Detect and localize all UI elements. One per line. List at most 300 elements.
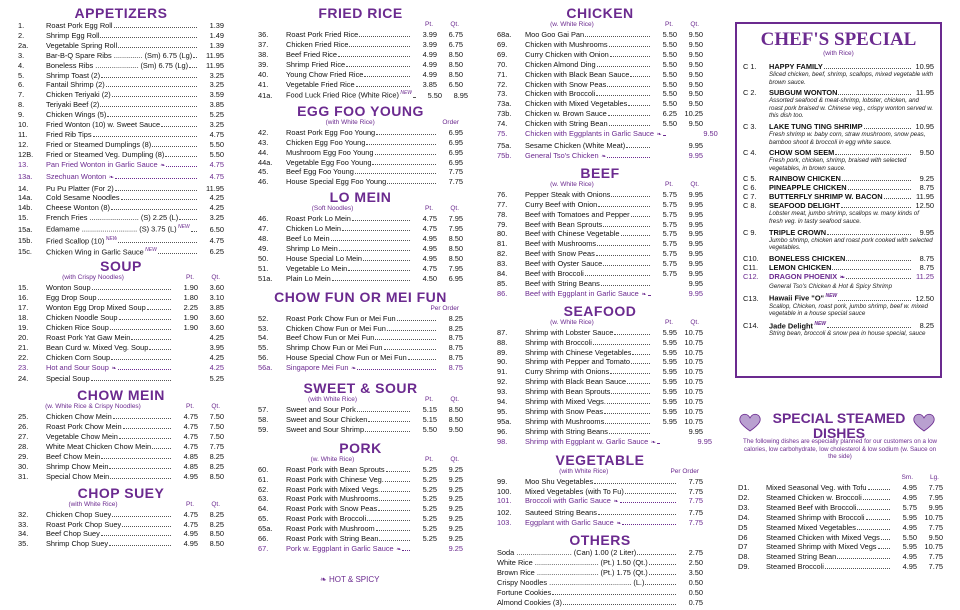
item-number: 70. [497, 59, 508, 69]
chili-icon: ❧ [611, 499, 619, 506]
item-name: Steamed Mixed Vegetables [766, 522, 856, 532]
item-name: Eggplant with Garlic Sauce ❧ [525, 518, 622, 528]
price-small: 5.50 [422, 424, 437, 434]
menu-item [497, 99, 703, 109]
dot-leader [115, 178, 197, 179]
price-large: 8.50 [448, 234, 463, 244]
menu-item [258, 494, 463, 504]
pint-header: Pt. [425, 396, 433, 404]
price-small: 5.25 [422, 534, 437, 544]
dot-leader [884, 198, 911, 199]
item-number: 61. [258, 474, 269, 484]
price-large: 9.50 [688, 69, 703, 79]
dot-leader [110, 329, 171, 330]
item-name: Beef with Bean Sprouts [525, 219, 603, 229]
price: 9.50 [919, 148, 934, 158]
dot-leader [107, 116, 197, 117]
item-number: 90. [497, 357, 508, 367]
price-large: 4.25 [209, 332, 224, 342]
menu-item [18, 160, 224, 172]
item-name: Beef Lo Mein [286, 234, 330, 244]
menu-item [497, 210, 703, 220]
item-number: 3. [18, 50, 25, 60]
price-small: 5.25 [422, 494, 437, 504]
large-header: Lg. [929, 474, 939, 481]
chili-icon: ❧ [107, 174, 114, 181]
dot-leader [842, 180, 911, 181]
item-number: 73. [497, 89, 508, 99]
item-name: Roast Pork Egg Roll [46, 21, 113, 30]
appetizers-section [18, 6, 224, 257]
price-large: 9.95 [688, 209, 703, 219]
pint-header: Pt. [186, 274, 194, 282]
item-number: 81. [497, 239, 508, 249]
dot-leader [607, 86, 650, 87]
section-title: PORK [339, 439, 382, 456]
item-number: 96. [497, 426, 508, 436]
dot-leader [607, 157, 650, 158]
item-number: 48. [258, 234, 269, 244]
pint-header: Pt. [425, 21, 433, 28]
item-name: Almond Cookies (3) [497, 597, 562, 607]
item-name: Roast Pork with Bean Sprouts [286, 464, 385, 474]
item-name: Steamed Broccoli [766, 562, 824, 572]
section-subtitle: (with White Rice) [307, 396, 358, 404]
item-number: 63. [258, 494, 269, 504]
item-name: Plain Lo Mein [286, 273, 331, 283]
section-subtitle: (w. White Rice) [550, 180, 594, 188]
section-subtitle-row [258, 205, 459, 213]
item-name: Shrimp Lo Mein [286, 243, 338, 253]
menu-item [18, 422, 224, 432]
pint-header: Pt. [665, 318, 673, 326]
price-large: 10.75 [684, 347, 703, 357]
price-large: 9.25 [448, 494, 463, 504]
item-number: D9. [738, 562, 750, 572]
price-large: 9.95 [688, 140, 703, 150]
item-name: White Rice ............................... (Pt.) 1.50 (Qt.) [497, 558, 648, 568]
menu-item [497, 548, 703, 558]
chili-icon: ❧ [320, 575, 327, 584]
price-large: 10.75 [684, 327, 703, 337]
price-small: 5.75 [662, 259, 677, 269]
section-title: SOUP [100, 258, 142, 275]
price-small: 5.50 [662, 79, 677, 89]
menu-item [18, 223, 224, 234]
new-badge: NEW [812, 320, 827, 327]
menu-item [258, 274, 463, 284]
price-large: 6.95 [448, 273, 463, 283]
quart-header: Qt. [690, 180, 699, 188]
menu-item [18, 283, 224, 293]
price-small: 5.75 [662, 199, 677, 209]
menu-item [18, 432, 224, 442]
price: 6.95 [448, 137, 463, 147]
item-number: 80. [497, 229, 508, 239]
price-large: 10.25 [684, 109, 703, 119]
item-number: 1. [18, 21, 25, 30]
item-number: 62. [258, 484, 269, 494]
dot-leader [149, 349, 171, 350]
menu-item [497, 190, 703, 200]
item-name: House Special Chow Fun or Mei Fun [286, 353, 407, 363]
item-name: Beef with String Beans [525, 278, 600, 288]
price: 6.95 [448, 147, 463, 157]
price-large: 7.50 [209, 422, 224, 432]
item-number: 83. [497, 259, 508, 269]
item-number: 86. [497, 288, 508, 298]
dot-leader [878, 548, 891, 549]
price-large: 10.75 [684, 377, 703, 387]
chili-icon: ❧ [394, 547, 402, 553]
dot-leader [364, 76, 410, 77]
chefs-special-list [743, 62, 934, 338]
menu-item [497, 487, 703, 497]
price-large: 9.50 [688, 79, 703, 89]
price-large: 8.50 [448, 243, 463, 253]
item-name: TRIPLE CROWN [769, 227, 827, 237]
item-number: 72. [497, 79, 508, 89]
dot-leader [355, 173, 436, 174]
item-number: 51a. [258, 273, 273, 283]
price-large: 9.50 [688, 39, 703, 49]
item-number: 68a. [497, 30, 512, 39]
chili-icon: ❧ [599, 153, 607, 160]
dot-leader [838, 300, 911, 301]
quart-header: Qt. [690, 21, 699, 28]
item-name: PINEAPPLE CHICKEN [769, 183, 847, 193]
item-name: Cold Sesame Noodles [46, 193, 120, 203]
item-number: 21. [18, 342, 29, 352]
item-number: 15a. [18, 224, 33, 234]
dot-leader [109, 468, 171, 469]
price-small: 5.75 [902, 502, 917, 512]
pint-header: Pt. [425, 455, 433, 463]
menu-item [258, 524, 463, 534]
price: 11.95 [206, 183, 224, 193]
price-large: 9.95 [688, 259, 703, 269]
dot-leader [824, 68, 911, 69]
new-badge: NEW [398, 90, 413, 97]
dot-leader [598, 514, 676, 515]
item-name: Chicken with Snow Peas [525, 79, 607, 89]
item-number: C 5. [743, 174, 757, 184]
menu-item [18, 80, 224, 90]
menu-item [18, 313, 224, 323]
price: 11.95 [916, 88, 934, 98]
dot-leader [608, 115, 650, 116]
item-name: Mushroom Egg Foo Young [286, 147, 374, 157]
column-3 [497, 5, 718, 608]
item-name: Chicken Noodle Soup [46, 312, 118, 322]
dot-leader [110, 478, 171, 479]
item-name: Special Soup [46, 374, 90, 384]
item-name: Chicken Teriyaki (2) [46, 90, 111, 100]
item-description: Scallop, Chicken, roast pork, jumbo shrimp, beef w. mixed vegetable in a house special sauce [769, 302, 928, 318]
price: 8.75 [448, 343, 463, 353]
item-number: 15. [18, 283, 29, 293]
menu-item [258, 425, 463, 435]
dot-leader [663, 135, 665, 136]
seafood-section [497, 302, 712, 449]
menu-item [18, 539, 224, 549]
new-badge: NEW [104, 235, 118, 242]
price: 3.25 [209, 80, 224, 90]
menu-item [258, 60, 463, 70]
dot-leader [112, 516, 171, 517]
price: 7.75 [448, 167, 463, 177]
item-number: 55. [258, 343, 269, 353]
section-title: CHOP SUEY [77, 484, 165, 501]
price-small: 5.75 [662, 189, 677, 199]
item-name: Bean Curd w. Mixed Veg. Soup [46, 342, 149, 352]
item-number: 66. [258, 534, 269, 544]
price: 3.25 [209, 213, 224, 223]
item-number: 23. [18, 362, 29, 372]
menu-item [258, 254, 463, 264]
item-number: C 8. [743, 201, 757, 211]
menu-item [18, 184, 224, 194]
dot-leader [366, 144, 436, 145]
price-small: 5.75 [662, 239, 677, 249]
price: 9.95 [919, 227, 934, 237]
item-number: 75. [497, 129, 508, 139]
price-small: 5.75 [662, 219, 677, 229]
item-number: 88. [497, 337, 508, 347]
item-number: 39. [258, 59, 269, 69]
menu-item [18, 90, 224, 100]
price-large: 10.75 [684, 337, 703, 347]
item-number: 6. [18, 80, 25, 90]
item-name: Chicken Wing in Garlic Sauce $^{NEW}$ [46, 246, 157, 257]
dot-leader [92, 289, 171, 290]
chef-special-item [743, 174, 934, 183]
section-subtitle: (w. White Rice) [550, 21, 594, 28]
price-small: 5.25 [422, 484, 437, 494]
new-badge: NEW [143, 246, 157, 253]
item-name: Chicken Chow Mein [46, 412, 112, 422]
menu-item [497, 289, 703, 301]
price-large: 7.95 [448, 263, 463, 273]
price-large: 9.25 [448, 534, 463, 544]
item-name: Fortune Cookies [497, 587, 552, 597]
dot-leader [100, 106, 197, 107]
item-name: Cheese Wonton (8) [46, 203, 110, 213]
dot-leader [827, 327, 911, 328]
chili-icon: ❧ [109, 365, 117, 372]
dot-leader [637, 554, 676, 555]
price-large: 8.25 [209, 451, 224, 461]
item-name: Vegetable Spring Roll [46, 40, 118, 50]
price: 7.75 [688, 476, 703, 486]
price-large: 8.95 [453, 90, 469, 100]
item-number: 14a. [18, 193, 33, 203]
lo-mein-section [258, 190, 463, 283]
dot-leader [385, 481, 410, 482]
price: 7.75 [448, 177, 463, 187]
menu-item [18, 323, 224, 333]
menu-item [497, 348, 703, 358]
menu-item [258, 30, 463, 40]
menu-item [497, 279, 703, 289]
price-small: 5.95 [662, 357, 677, 367]
item-number: 22. [18, 352, 29, 362]
price: 11.95 [916, 192, 934, 202]
item-number: 38. [258, 49, 269, 59]
item-number: 78. [497, 209, 508, 219]
item-number: 45. [258, 167, 269, 177]
fried-rice-section [258, 5, 469, 101]
section-title: CHICKEN [566, 5, 634, 21]
dot-leader [346, 66, 410, 67]
dot-leader [359, 36, 410, 37]
dot-leader [375, 339, 436, 340]
section-subtitle-row [258, 305, 459, 313]
price-small: 4.95 [422, 253, 437, 263]
item-name: Moo Goo Gai Pan [525, 30, 585, 39]
dot-leader [632, 354, 650, 355]
menu-item [497, 60, 703, 70]
dot-leader [603, 265, 650, 266]
dot-leader [372, 164, 436, 165]
vegetable-section [497, 453, 703, 531]
chili-icon: ❧ [639, 291, 647, 298]
menu-item [18, 71, 224, 81]
price-small: 5.95 [662, 407, 677, 416]
menu-item [258, 485, 463, 495]
price-small: 5.50 [662, 89, 677, 99]
item-number: 60. [258, 464, 269, 474]
price-large: 9.50 [928, 532, 943, 542]
dot-leader [101, 458, 171, 459]
dot-leader [378, 510, 410, 511]
dot-leader [123, 428, 171, 429]
price: 8.75 [448, 353, 463, 363]
menu-item [18, 303, 224, 313]
item-number: 57. [258, 405, 269, 415]
item-name: White Meat Chicken Chow Mein [46, 442, 152, 452]
item-number: 35. [18, 539, 29, 549]
item-number: 44a. [258, 157, 273, 167]
price-small: 1.90 [183, 312, 198, 322]
price-large: 10.75 [684, 387, 703, 397]
section-subtitle-row [258, 396, 459, 404]
item-name: Chicken Lo Mein [286, 224, 342, 234]
order-header: Order [442, 118, 459, 126]
menu-item [18, 100, 224, 110]
price: 0.50 [688, 577, 703, 587]
dot-leader [368, 421, 410, 422]
item-name: Chicken Almond Ding [525, 59, 596, 69]
item-name: Shrimp with Black Bean Sauce [525, 377, 627, 387]
menu-item [497, 558, 703, 568]
item-name: Sweet and Sour Pork [286, 405, 356, 415]
item-number: C 7. [743, 192, 757, 202]
dot-leader [846, 260, 911, 261]
menu-item [497, 578, 703, 588]
dot-leader [596, 255, 650, 256]
item-number: 8. [18, 100, 25, 110]
menu-item [497, 568, 703, 578]
item-name: Sesame Chicken (White Meat) [525, 140, 626, 150]
section-title: SEAFOOD [563, 302, 637, 319]
price-large: 10.75 [684, 357, 703, 367]
item-number: 11. [18, 129, 28, 139]
menu-item [258, 475, 463, 485]
item-name: Pepper Steak with Onions [525, 189, 611, 199]
chefs-special-subtitle: (with Rice) [823, 50, 854, 57]
price: 5.50 [209, 149, 224, 159]
soup-section [18, 259, 224, 384]
item-number: 15c. [18, 247, 32, 257]
dot-leader [413, 97, 415, 98]
dot-leader [119, 319, 172, 320]
item-name: Shrimp Toast (2) [46, 70, 101, 80]
price-small: 4.75 [183, 519, 198, 529]
price-large: 9.95 [928, 502, 943, 512]
chef-special-item [743, 201, 934, 210]
menu-item [497, 229, 703, 239]
chili-icon: ❧ [349, 366, 357, 373]
menu-item [258, 415, 463, 425]
dot-leader [93, 136, 197, 137]
price-large: 3.60 [209, 283, 224, 293]
dot-leader [620, 502, 676, 503]
price: 4.75 [209, 171, 224, 181]
price-small: 5.95 [662, 416, 677, 426]
price: 1.49 [209, 30, 224, 40]
price-small: 5.15 [422, 414, 437, 424]
item-name: Beef with Broccoli [525, 269, 584, 279]
dot-leader [115, 190, 197, 191]
price: 4.25 [209, 203, 224, 213]
item-number: C12. [743, 271, 759, 281]
item-name: Vegetable Chow Mein [46, 432, 118, 442]
item-name: Hot and Sour Soup ❧ [46, 362, 117, 372]
steamed-item [738, 552, 943, 562]
price-small: 5.95 [662, 327, 677, 337]
item-number: 29. [18, 451, 29, 461]
item-number: 41a. [258, 90, 273, 100]
dot-leader [191, 231, 197, 232]
price-small: 5.50 [662, 59, 677, 69]
menu-item [258, 353, 463, 363]
chili-icon: ❧ [649, 439, 656, 446]
item-number: 71. [497, 69, 508, 79]
price-large: 7.75 [928, 552, 943, 562]
dot-leader [357, 411, 410, 412]
item-name: Beef Chow Mein [46, 451, 101, 461]
item-number: 69. [497, 49, 508, 59]
dot-leader [386, 471, 410, 472]
quart-header: Qt. [211, 274, 220, 282]
menu-item [258, 40, 463, 50]
price-large: 9.50 [688, 89, 703, 99]
menu-item [258, 234, 463, 244]
quart-header: Qt. [211, 500, 220, 508]
menu-item [497, 40, 703, 50]
dot-leader [611, 196, 650, 197]
item-description: Sliced chicken, beef, shrimp, scallops, mixed vegetable with brown sauce. [769, 71, 934, 86]
price: 6.25 [209, 247, 224, 257]
item-number: C14. [743, 321, 759, 331]
section-subtitle: (with White Rice) [325, 118, 375, 126]
dot-leader [101, 77, 197, 78]
item-name: Beef with Mushrooms [525, 239, 597, 249]
price-large: 9.95 [688, 239, 703, 249]
chef-special-item [743, 148, 934, 157]
price-large: 8.50 [209, 539, 224, 549]
